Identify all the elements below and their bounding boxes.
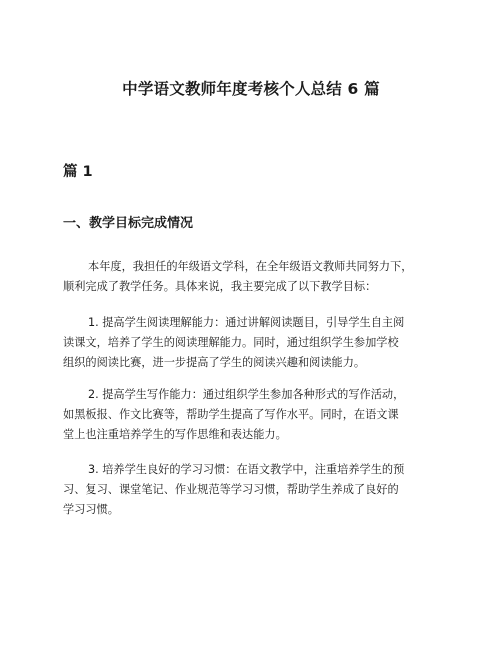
paragraph-line: 如黑板报、作文比赛等，帮助学生提高了写作水平。同时，在语文课 <box>63 408 399 421</box>
paragraph-line: 2. 提高学生写作能力：通过组织学生参加各种形式的写作活动， <box>88 388 405 401</box>
paragraph-line: 读课文，培养了学生的阅读理解能力。同时，通过组织学生参加学校 <box>63 336 399 349</box>
subsection-heading: 一、教学目标完成情况 <box>63 216 194 231</box>
paragraph-line: 习、复习、课堂笔记、作业规范等学习习惯，帮助学生养成了良好的 <box>63 483 399 496</box>
intro-paragraph <box>63 257 412 297</box>
paragraph-line: 1. 提高学生阅读理解能力：通过讲解阅读题目，引导学生自主阅 <box>88 316 405 329</box>
paragraph-line: 顺利完成了教学任务。具体来说，我主要完成了以下教学目标： <box>63 280 377 293</box>
paragraph-line: 3. 培养学生良好的学习习惯：在语文教学中，注重培养学生的预 <box>88 463 405 476</box>
paragraph-line: 学习习惯。 <box>63 503 119 516</box>
paragraph-line: 堂上也注重培养学生的写作思维和表达能力。 <box>63 428 287 441</box>
section-heading: 篇 1 <box>63 164 93 180</box>
document-title: 中学语文教师年度考核个人总结 6 篇 <box>122 80 380 98</box>
list-item <box>63 460 404 520</box>
list-item <box>63 313 404 373</box>
paragraph-line: 组织的阅读比赛，进一步提高了学生的阅读兴趣和阅读能力。 <box>63 356 366 369</box>
list-item <box>63 385 404 445</box>
paragraph-line: 本年度，我担任的年级语文学科，在全年级语文教师共同努力下， <box>88 260 413 273</box>
